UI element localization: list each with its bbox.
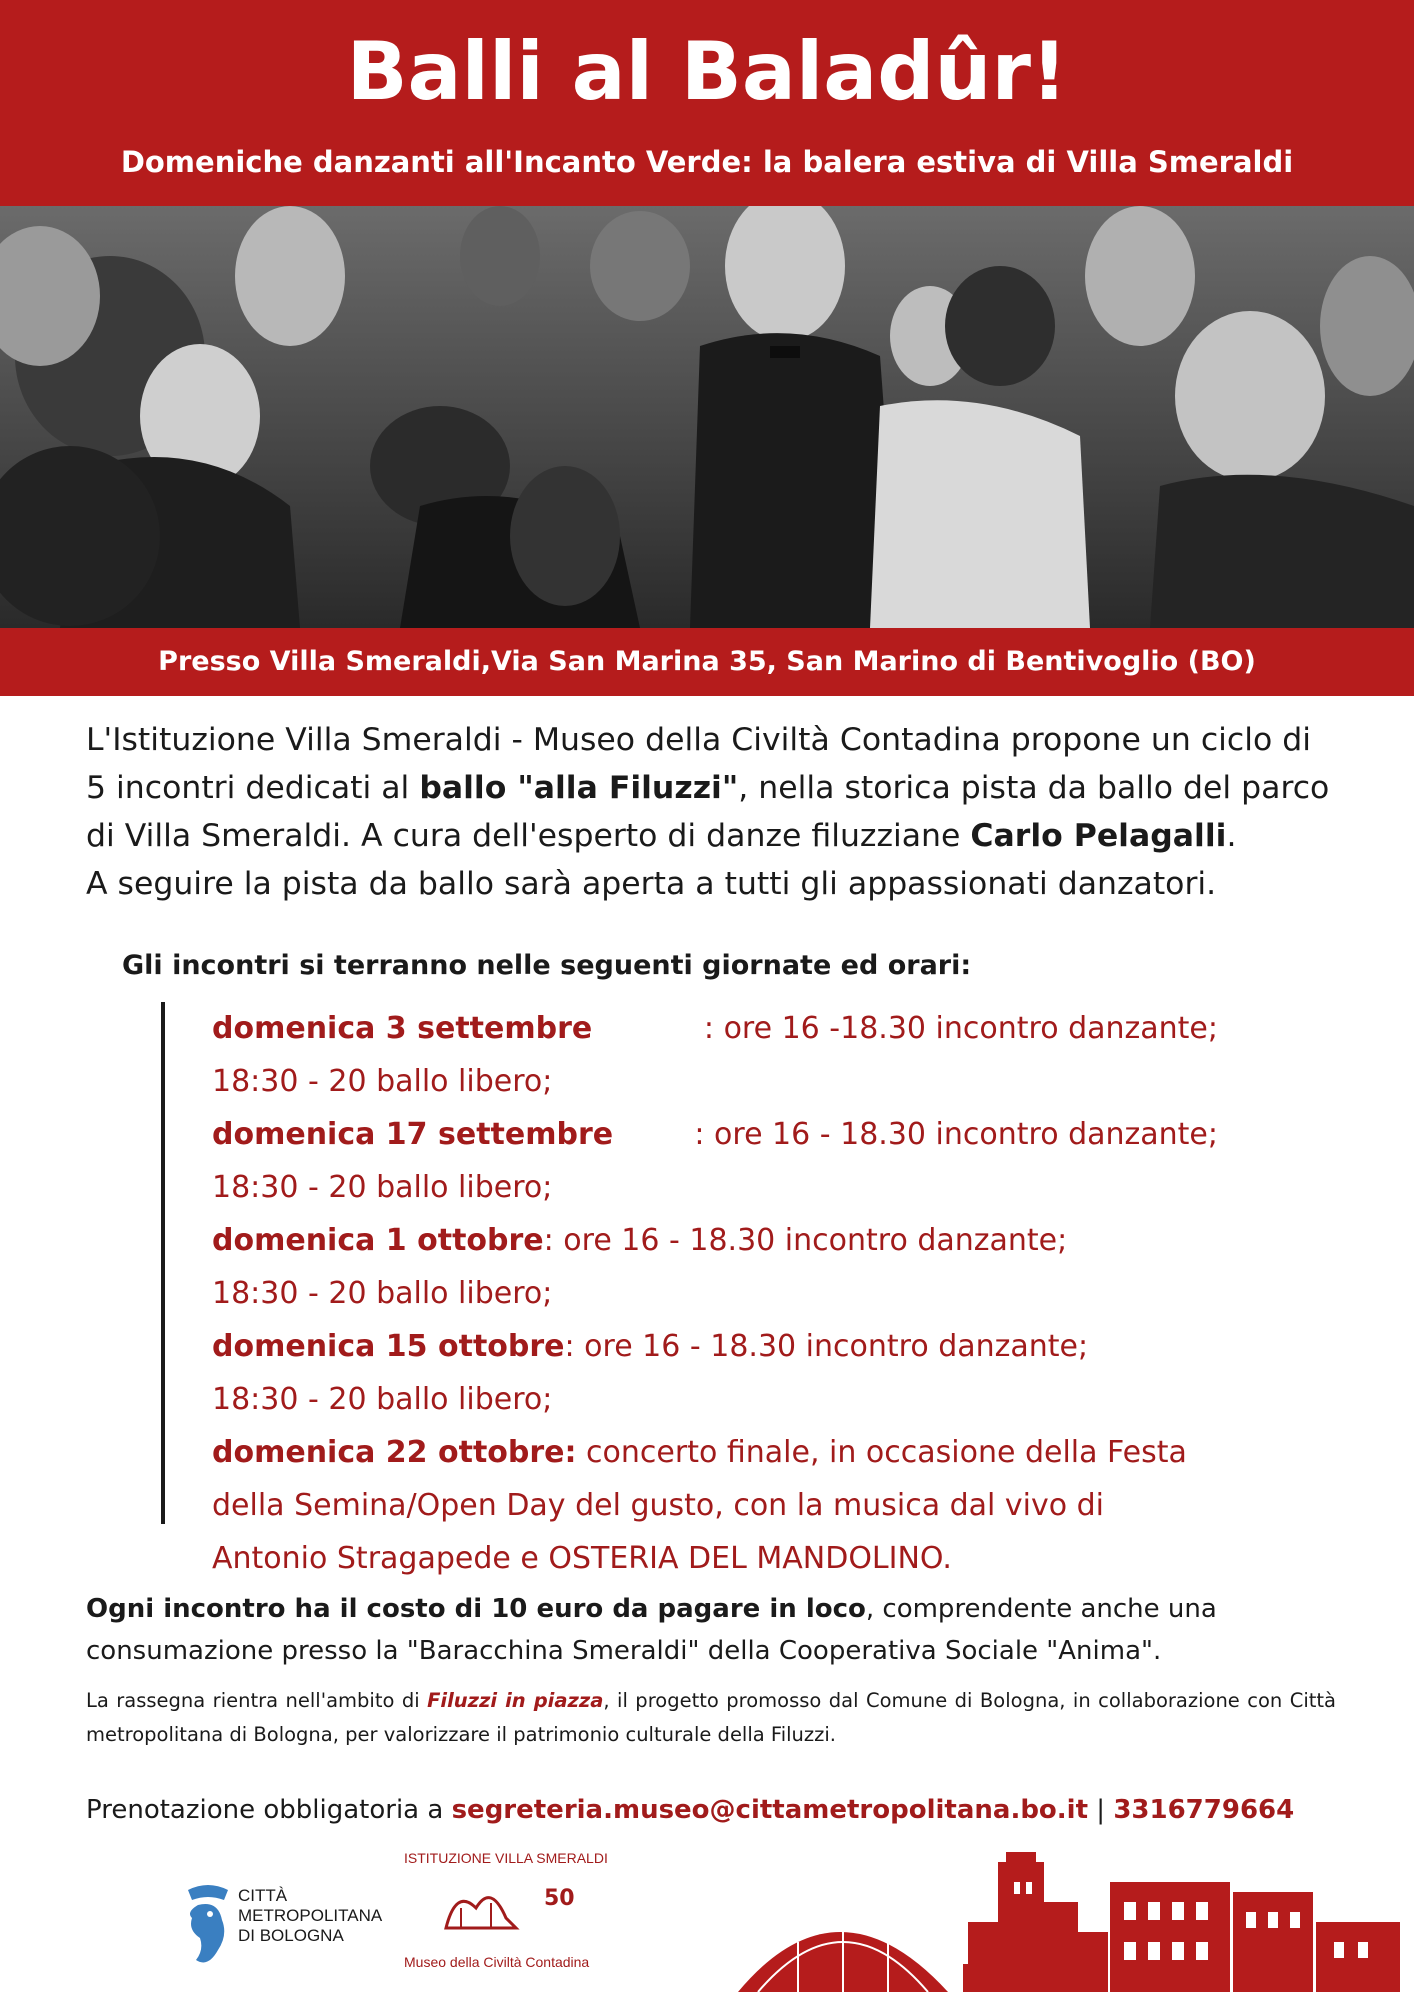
schedule-free — [212, 1373, 1218, 1426]
cost-text: , comprendente anche una — [865, 1594, 1217, 1624]
program-paragraph — [86, 1684, 1336, 1752]
booking-phone[interactable]: 3316779664 — [1113, 1795, 1295, 1825]
citta-logo-line: METROPOLITANA — [238, 1906, 383, 1925]
schedule-entry — [212, 1320, 1218, 1373]
citta-logo-line: CITTÀ — [238, 1886, 288, 1905]
schedule-time: : ore 16 - 18.30 incontro danzante; — [694, 1117, 1218, 1152]
intro-text: . — [1226, 818, 1237, 854]
villa-emblem-icon — [436, 1878, 536, 1938]
lion-emblem-icon — [178, 1880, 238, 1970]
schedule-date: domenica 3 settembre — [212, 1011, 593, 1046]
villa-anniversary-badge: 50 — [544, 1886, 575, 1911]
schedule-date: domenica 15 ottobre — [212, 1329, 565, 1364]
schedule-time: : ore 16 - 18.30 incontro danzante; — [564, 1329, 1089, 1364]
intro-line: A seguire la pista da ballo sarà aperta a tutti gli appassionati danzatori. — [86, 866, 1217, 902]
intro-text: di Villa Smeraldi. A cura dell'esperto di danze filuzziane — [86, 818, 971, 854]
booking-separator: | — [1088, 1795, 1114, 1825]
citta-metropolitana-logo — [178, 1880, 383, 1980]
schedule-final-line — [212, 1532, 1218, 1585]
cost-bold: Ogni incontro ha il costo di 10 euro da pagare in loco — [86, 1594, 866, 1624]
schedule-entry — [212, 1002, 1218, 1055]
dancers-photo — [0, 206, 1414, 628]
cost-line — [86, 1588, 1336, 1630]
intro-text: , nella storica pista da ballo del parco — [738, 770, 1330, 806]
schedule-final-text: della Semina/Open Day del gusto, con la musica dal vivo di — [212, 1488, 1105, 1523]
buildings-illustration — [738, 1852, 1400, 1992]
schedule-final-text: Antonio Stragapede e OSTERIA DEL MANDOLINO. — [212, 1541, 952, 1576]
schedule-final-line — [212, 1479, 1218, 1532]
intro-line — [86, 812, 1336, 860]
cost-line: consumazione presso la "Baracchina Smeraldi" della Cooperativa Sociale "Anima". — [86, 1636, 1162, 1666]
schedule-free — [212, 1161, 1218, 1214]
schedule-time: : ore 16 - 18.30 incontro danzante; — [543, 1223, 1068, 1258]
citta-logo-text — [238, 1886, 382, 1946]
booking-line — [86, 1788, 1386, 1832]
program-text: La rassegna rientra nell'ambito di — [86, 1689, 428, 1712]
schedule-free-text: 18:30 - 20 ballo libero; — [212, 1382, 553, 1417]
photo-illustration — [0, 206, 1414, 628]
cost-paragraph — [86, 1588, 1336, 1672]
venue-address: Presso Villa Smeraldi,Via San Marina 35, San Marino di Bentivoglio (BO) — [158, 646, 1256, 677]
villa-logo-top: ISTITUZIONE VILLA SMERALDI — [404, 1850, 608, 1866]
schedule-final — [212, 1426, 1218, 1479]
schedule-date: domenica 1 ottobre — [212, 1223, 544, 1258]
villa-smeraldi-logo — [396, 1850, 626, 1980]
citta-logo-line: DI BOLOGNA — [238, 1926, 344, 1945]
schedule-free-text: 18:30 - 20 ballo libero; — [212, 1276, 553, 1311]
page-title: Balli al Baladûr! — [346, 25, 1068, 118]
program-name: Filuzzi in piazza — [427, 1689, 604, 1712]
buildings-icon — [738, 1852, 1400, 1992]
schedule-free-text: 18:30 - 20 ballo libero; — [212, 1170, 553, 1205]
program-text: , il progetto promosso dal Comune di Bologna, in collaborazione con Città metropolitana di Bologna, per valorizzare il patrimonio culturale della Filuzzi. — [86, 1689, 1336, 1746]
intro-bold: ballo "alla Filuzzi" — [419, 770, 739, 806]
schedule-divider — [161, 1002, 165, 1524]
schedule-list — [212, 1002, 1218, 1585]
schedule-date: domenica 22 ottobre: — [212, 1435, 577, 1470]
schedule-heading: Gli incontri si terranno nelle seguenti giornate ed orari: — [122, 950, 972, 981]
intro-text: 5 incontri dedicati al — [86, 770, 420, 806]
intro-bold: Carlo Pelagalli — [970, 818, 1227, 854]
schedule-entry — [212, 1214, 1218, 1267]
intro-line — [86, 764, 1336, 812]
villa-logo-bottom: Museo della Civiltà Contadina — [404, 1954, 590, 1970]
schedule-free — [212, 1267, 1218, 1320]
schedule-free-text: 18:30 - 20 ballo libero; — [212, 1064, 553, 1099]
schedule-date: domenica 17 settembre — [212, 1117, 614, 1152]
schedule-final-text: concerto finale, in occasione della Festa — [576, 1435, 1187, 1470]
address-banner — [0, 628, 1414, 696]
booking-email-link[interactable]: segreteria.museo@cittametropolitana.bo.it — [451, 1795, 1089, 1825]
intro-line: L'Istituzione Villa Smeraldi - Museo della Civiltà Contadina propone un ciclo di — [86, 722, 1312, 758]
page-subtitle: Domeniche danzanti all'Incanto Verde: la balera estiva di Villa Smeraldi — [120, 145, 1294, 179]
intro-paragraph — [86, 716, 1336, 908]
schedule-time: : ore 16 -18.30 incontro danzante; — [703, 1011, 1218, 1046]
booking-label: Prenotazione obbligatoria a — [86, 1795, 452, 1825]
header-banner — [0, 0, 1414, 206]
schedule-entry — [212, 1108, 1218, 1161]
schedule-free — [212, 1055, 1218, 1108]
